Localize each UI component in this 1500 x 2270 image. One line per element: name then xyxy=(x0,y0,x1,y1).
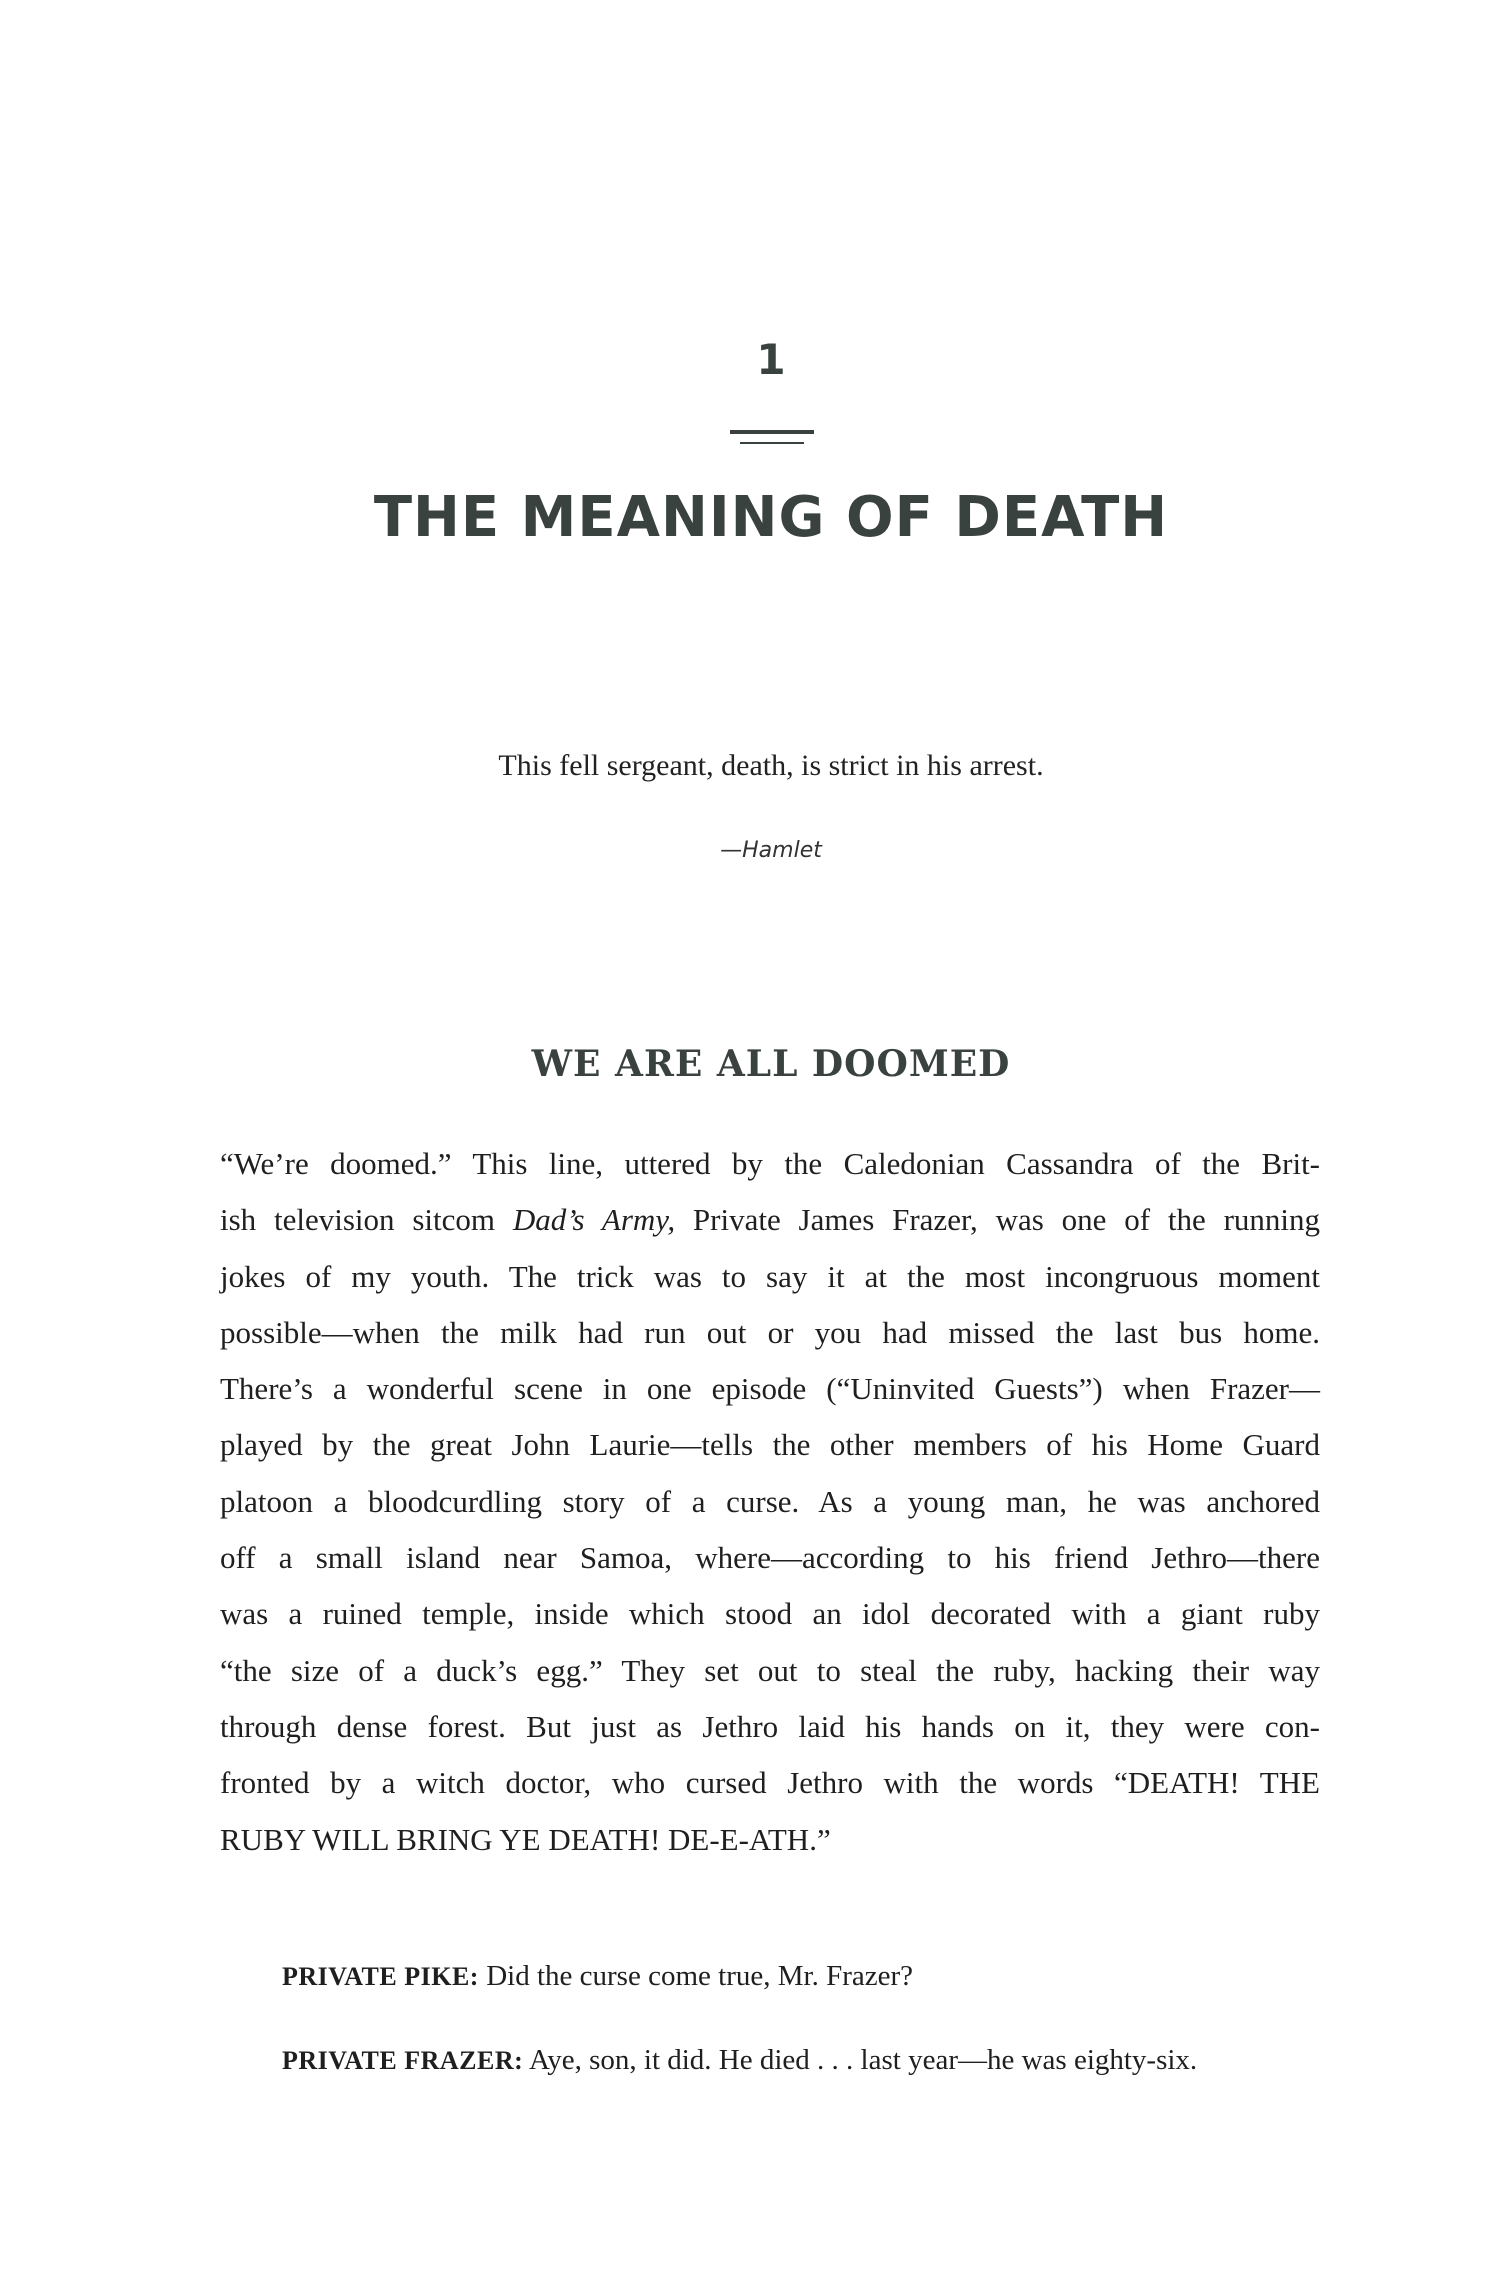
body-line: “the size of a duck’s egg.” They set out to steal the ruby, hacking their way xyxy=(220,1652,1320,1688)
dialogue-speaker: PRIVATE PIKE: xyxy=(282,1962,479,1991)
body-line: through dense forest. But just as Jethro laid his hands on it, they were con- xyxy=(220,1708,1320,1744)
body-paragraph xyxy=(220,1136,1320,1868)
chapter-rule-top xyxy=(730,430,814,434)
body-line xyxy=(220,1192,1320,1248)
body-line: platoon a bloodcurdling story of a curse. As a young man, he was anchored xyxy=(220,1483,1320,1519)
chapter-title: THE MEANING OF DEATH xyxy=(373,485,1169,550)
dialogue-text: Did the curse come true, Mr. Frazer? xyxy=(478,1960,913,1992)
body-line-text: Private James Frazer, was one of the running xyxy=(675,1202,1321,1238)
body-line: possible—when the milk had run out or you had missed the last bus home. xyxy=(220,1314,1320,1350)
body-line: There’s a wonderful scene in one episode (“Uninvited Guests”) when Frazer— xyxy=(220,1371,1320,1407)
body-line: was a ruined temple, inside which stood an idol decorated with a giant ruby xyxy=(220,1596,1320,1632)
body-line: jokes of my youth. The trick was to say it at the most incongruous moment xyxy=(220,1258,1320,1294)
body-line-text: ish television sitcom xyxy=(220,1202,513,1238)
body-line: RUBY WILL BRING YE DEATH! DE-E-ATH.” xyxy=(220,1821,831,1857)
epigraph-source: —Hamlet xyxy=(720,838,822,863)
body-line: played by the great John Laurie—tells the other members of his Home Guard xyxy=(220,1427,1320,1463)
dialogue-line xyxy=(282,2044,1197,2077)
body-line: “We’re doomed.” This line, uttered by the Caledonian Cassandra of the Brit- xyxy=(220,1146,1320,1181)
show-title-italic: Dad’s Army, xyxy=(512,1202,676,1238)
chapter-number: 1 xyxy=(756,335,786,384)
chapter-rule-bottom xyxy=(740,442,804,444)
dialogue-text: Aye, son, it did. He died . . . last year—he was eighty-six. xyxy=(523,2044,1198,2076)
body-line: fronted by a witch doctor, who cursed Jethro with the words “DEATH! THE xyxy=(220,1765,1320,1801)
section-heading: WE ARE ALL DOOMED xyxy=(531,1043,1011,1085)
body-line: off a small island near Samoa, where—according to his friend Jethro—there xyxy=(220,1540,1320,1576)
dialogue-speaker: PRIVATE FRAZER: xyxy=(282,2046,524,2075)
dialogue-line xyxy=(282,1960,913,1993)
epigraph-quote: This fell sergeant, death, is strict in his arrest. xyxy=(498,749,1044,782)
